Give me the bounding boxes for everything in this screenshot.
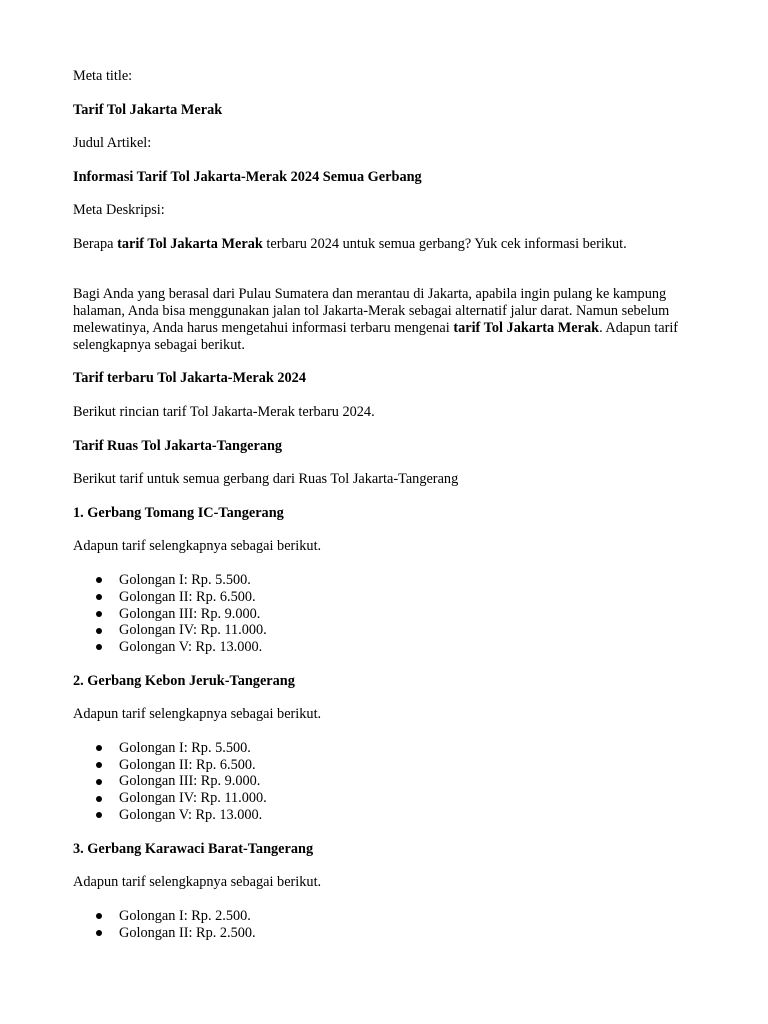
tariff-list (73, 740, 693, 824)
tariff-item: Golongan III: Rp. 9.000. (73, 773, 693, 790)
section-heading: Tarif terbaru Tol Jakarta-Merak 2024 (73, 370, 306, 387)
tariff-item: Golongan III: Rp. 9.000. (73, 606, 693, 623)
meta-title: Tarif Tol Jakarta Merak (73, 101, 223, 118)
subsection-heading: Tarif Ruas Tol Jakarta-Tangerang (73, 437, 283, 454)
meta-description (73, 236, 693, 253)
gate-heading: 2. Gerbang Kebon Jeruk-Tangerang (73, 672, 295, 689)
document-body (73, 68, 693, 958)
gate-intro: Adapun tarif selengkapnya sebagai berikut. (73, 538, 322, 555)
intro-paragraph (73, 286, 693, 353)
subsection-text: Berikut tarif untuk semua gerbang dari Ruas Tol Jakarta-Tangerang (73, 471, 459, 488)
tariff-list (73, 908, 693, 942)
intro-text-before: Bagi Anda yang berasal dari Pulau Sumatera dan merantau di Jakarta, apabila ingin pulang ke kampung halaman, Anda bisa menggunakan jalan tol Jakarta-Merak sebagai alternatif jalur darat. Namun sebelum melewatinya, Anda harus mengetahui informasi terbaru mengenai (73, 286, 670, 336)
tariff-item: Golongan IV: Rp. 11.000. (73, 622, 693, 639)
tariff-item: Golongan I: Rp. 5.500. (73, 740, 693, 757)
tariff-list (73, 572, 693, 656)
meta-description-keyword: tarif Tol Jakarta Merak (117, 235, 263, 252)
intro-text-after: . Adapun tarif selengkapnya sebagai berikut. (73, 319, 679, 353)
tariff-item: Golongan I: Rp. 2.500. (73, 908, 693, 925)
meta-description-label: Meta Deskripsi: (73, 202, 165, 219)
gate-intro: Adapun tarif selengkapnya sebagai berikut. (73, 706, 322, 723)
meta-description-text-after: terbaru 2024 untuk semua gerbang? Yuk cek informasi berikut. (262, 235, 627, 252)
article-title-label: Judul Artikel: (73, 135, 152, 152)
tariff-item: Golongan I: Rp. 5.500. (73, 572, 693, 589)
tariff-item: Golongan V: Rp. 13.000. (73, 807, 693, 824)
meta-description-text-before: Berapa (73, 235, 118, 252)
section-text: Berikut rincian tarif Tol Jakarta-Merak terbaru 2024. (73, 403, 375, 420)
gate-heading: 3. Gerbang Karawaci Barat-Tangerang (73, 840, 314, 857)
article-title: Informasi Tarif Tol Jakarta-Merak 2024 Semua Gerbang (73, 168, 422, 185)
tariff-item: Golongan II: Rp. 6.500. (73, 757, 693, 774)
gate-heading: 1. Gerbang Tomang IC-Tangerang (73, 504, 284, 521)
meta-title-label: Meta title: (73, 68, 133, 84)
tariff-item: Golongan II: Rp. 2.500. (73, 925, 693, 942)
tariff-item: Golongan V: Rp. 13.000. (73, 639, 693, 656)
gate-intro: Adapun tarif selengkapnya sebagai berikut. (73, 874, 322, 891)
tariff-item: Golongan II: Rp. 6.500. (73, 589, 693, 606)
intro-keyword: tarif Tol Jakarta Merak (453, 319, 600, 336)
tariff-item: Golongan IV: Rp. 11.000. (73, 790, 693, 807)
